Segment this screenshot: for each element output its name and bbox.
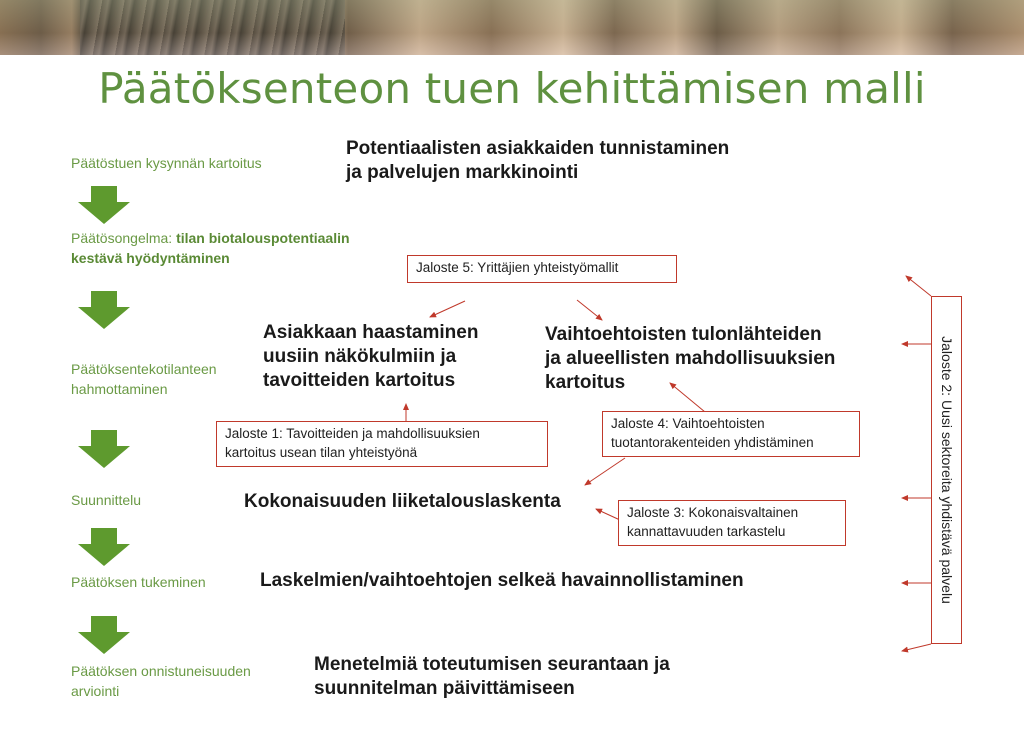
text-5: Laskelmien/vaihtoehtojen selkeä havainnollistaminen (260, 570, 744, 591)
stage-situation-framing (71, 359, 217, 399)
text-visualization (260, 569, 744, 593)
down-arrow-icon (78, 616, 130, 654)
arrow-j2-bottom (902, 644, 931, 651)
text-2-line3: tavoitteiden kartoitus (263, 370, 456, 391)
text-3-line3: kartoitus (545, 372, 626, 393)
jaloste-5-label: Jaloste 5: Yrittäjien yhteistyömallit (416, 260, 619, 275)
stage-6-line1: Päätöksen onnistuneisuuden (71, 663, 251, 679)
text-1-line2: ja palvelujen markkinointi (346, 162, 579, 183)
jaloste-2-box (931, 296, 962, 644)
text-monitoring-methods (314, 653, 670, 701)
stage-5-label: Päätöksen tukeminen (71, 574, 206, 590)
text-2-line2: uusiin näkökulmiin ja (263, 346, 457, 367)
jaloste-1-line2: kartoitus usean tilan yhteistyönä (225, 445, 418, 460)
stage-evaluation (71, 661, 251, 701)
stage-3-line2: hahmottaminen (71, 381, 168, 397)
arrow-j2-top (906, 276, 931, 296)
arrow-j5-to-client (430, 301, 465, 317)
jaloste-3-line1: Jaloste 3: Kokonaisvaltainen (627, 505, 799, 520)
jaloste-1-line1: Jaloste 1: Tavoitteiden ja mahdollisuuksien (225, 426, 480, 441)
jaloste-1-box (216, 421, 548, 467)
forest-banner-image (0, 0, 1024, 55)
jaloste-4-line2: tuotantorakenteiden yhdistäminen (611, 435, 814, 450)
down-arrow-icon (78, 186, 130, 224)
stage-decision-support (71, 572, 206, 592)
down-arrow-icon (78, 528, 130, 566)
stage-decision-problem (71, 228, 350, 268)
text-3-line1: Vaihtoehtoisten tulonlähteiden (545, 324, 822, 345)
text-6-line1: Menetelmiä toteutumisen seurantaan ja (314, 654, 670, 675)
jaloste-5-box (407, 255, 677, 283)
jaloste-3-line2: kannattavuuden tarkastelu (627, 524, 786, 539)
text-6-line2: suunnitelman päivittämiseen (314, 678, 575, 699)
arrow-j3-to-calc (596, 509, 620, 520)
jaloste-4-box (602, 411, 860, 457)
down-arrow-icon (78, 291, 130, 329)
text-potential-customers (346, 137, 729, 185)
stage-2-bold-line2: kestävä hyödyntäminen (71, 250, 230, 266)
arrow-j5-to-income (577, 300, 602, 320)
text-3-line2: ja alueellisten mahdollisuuksien (545, 348, 836, 369)
down-arrow-icon (78, 430, 130, 468)
arrow-j4-to-calc (585, 458, 625, 485)
stage-6-line2: arviointi (71, 683, 120, 699)
stage-3-line1: Päätöksentekotilanteen (71, 361, 217, 377)
tree-trunk-image (80, 0, 345, 55)
page-title: Päätöksenteon tuen kehittämisen malli (98, 64, 926, 113)
stage-2-prefix: Päätösongelma: (71, 230, 177, 246)
stage-1-label: Päätöstuen kysynnän kartoitus (71, 155, 262, 171)
jaloste-3-box (618, 500, 846, 546)
text-alternative-income (545, 323, 835, 395)
text-4: Kokonaisuuden liiketalouslaskenta (244, 491, 561, 512)
stage-demand-mapping (71, 153, 262, 173)
stage-2-bold-line1: tilan biotalouspotentiaalin (176, 230, 350, 246)
jaloste-2-label: Jaloste 2: Uusi sektoreita yhdistävä palvelu (938, 336, 955, 604)
jaloste-4-line1: Jaloste 4: Vaihtoehtoisten (611, 416, 765, 431)
stage-planning (71, 490, 141, 510)
stage-4-label: Suunnittelu (71, 492, 142, 508)
text-client-challenge (263, 321, 478, 393)
text-2-line1: Asiakkaan haastaminen (263, 322, 479, 343)
text-business-calculation (244, 490, 561, 514)
text-1-line1: Potentiaalisten asiakkaiden tunnistaminen (346, 138, 730, 159)
